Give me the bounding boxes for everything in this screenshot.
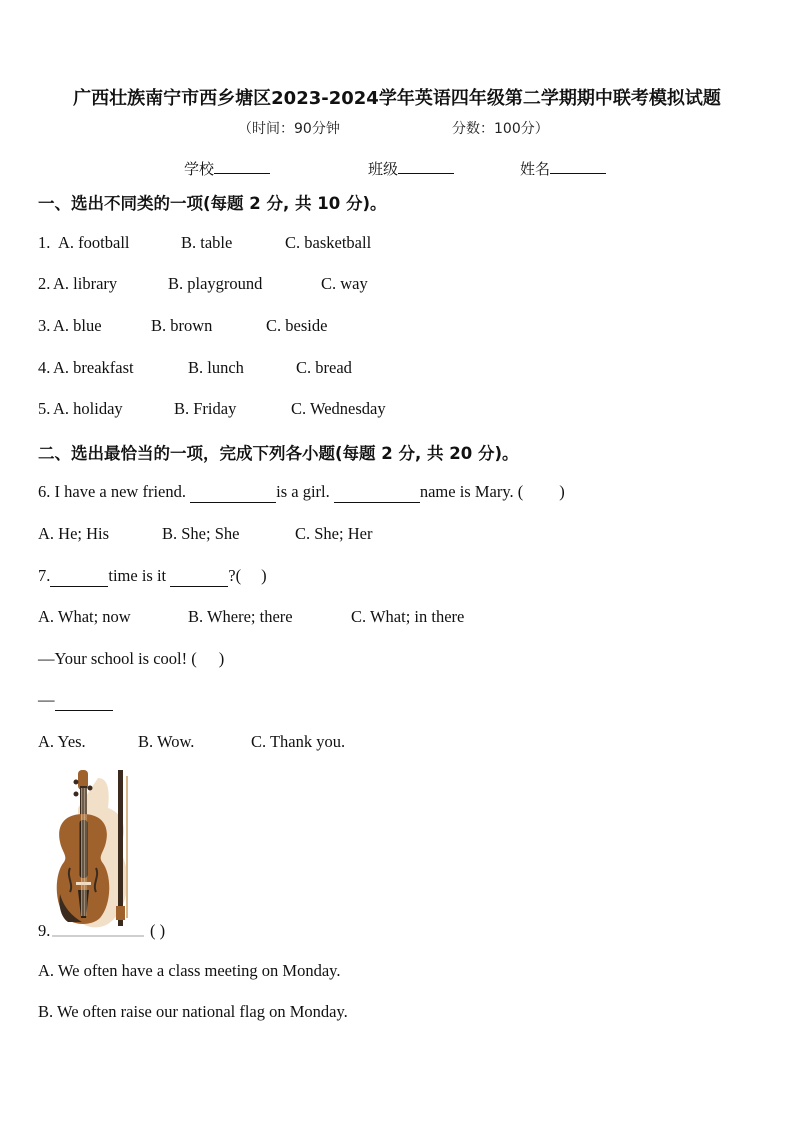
exam-title: 广西壮族南宁市西乡塘区2023-2024学年英语四年级第二学期期中联考模拟试题	[73, 88, 721, 109]
class-label: 班级	[368, 160, 399, 178]
question-text: . I have a new friend.	[46, 482, 186, 501]
option-c: C. bread	[296, 358, 352, 377]
question-number: 5.	[38, 399, 51, 418]
violin-peg	[74, 780, 79, 785]
option-c: C. basketball	[285, 233, 372, 252]
violin-fingerboard	[80, 820, 88, 878]
option-b: B. Where; there	[188, 607, 293, 626]
question-text: name is Mary. (	[419, 482, 524, 501]
class-blank[interactable]	[398, 159, 454, 174]
option-a: A. football	[58, 233, 130, 252]
violin-picture	[52, 768, 144, 938]
answer-blank[interactable]	[50, 566, 108, 587]
option-b: B. Friday	[174, 399, 237, 418]
question-9-option-a: A. We often have a class meeting on Monday.	[38, 961, 341, 980]
option-a: A. library	[53, 274, 118, 293]
name-blank[interactable]	[550, 159, 606, 174]
class-field	[368, 158, 454, 179]
question-7	[38, 566, 267, 587]
question-3	[38, 316, 328, 336]
violin-peg	[74, 792, 79, 797]
option-a: A. Yes.	[38, 732, 86, 751]
option-c: C. Wednesday	[291, 399, 386, 418]
school-blank[interactable]	[214, 159, 270, 174]
question-4	[38, 358, 352, 378]
name-label: 姓名	[520, 160, 551, 178]
school-field	[184, 158, 270, 179]
question-number: 2.	[38, 274, 51, 293]
answer-blank[interactable]	[334, 482, 420, 503]
question-number: 6	[38, 482, 47, 501]
question-text: )	[559, 482, 565, 501]
school-label: 学校	[184, 160, 215, 178]
option-b: B. brown	[151, 316, 213, 335]
option-a: A. breakfast	[53, 358, 134, 377]
question-text: )	[218, 649, 225, 668]
question-5	[38, 399, 386, 419]
question-number: 4.	[38, 358, 51, 377]
violin-bridge	[76, 882, 91, 885]
question-text: is a girl.	[276, 482, 330, 501]
question-number: 7.	[38, 566, 51, 585]
option-b: B. lunch	[188, 358, 244, 377]
question-8-reply	[38, 690, 113, 711]
question-text: time is it	[108, 566, 167, 585]
option-b: B. She; She	[162, 524, 240, 543]
option-c: C. beside	[266, 316, 328, 335]
question-text: ?(	[228, 566, 242, 585]
option-c: C. Thank you.	[251, 732, 346, 751]
option-a: A. holiday	[53, 399, 123, 418]
answer-blank[interactable]	[190, 482, 276, 503]
option-b: B. Wow.	[138, 732, 195, 751]
violin-bow-frog	[116, 906, 125, 920]
question-9-answer[interactable]: ( )	[150, 921, 166, 940]
option-c: C. She; Her	[295, 524, 373, 543]
question-text: —Your school is cool! (	[38, 649, 197, 668]
dash: —	[38, 690, 55, 709]
option-a: A. What; now	[38, 607, 131, 626]
question-number: 3.	[38, 316, 51, 335]
answer-blank[interactable]	[55, 690, 113, 711]
question-1	[38, 233, 372, 253]
option-b: B. table	[181, 233, 233, 252]
option-a: A. He; His	[38, 524, 110, 543]
question-number: 1.	[38, 233, 51, 252]
question-text: )	[261, 566, 267, 585]
option-b: B. playground	[168, 274, 263, 293]
option-c: C. way	[321, 274, 368, 293]
question-2	[38, 274, 368, 294]
question-9-option-b: B. We often raise our national flag on Monday.	[38, 1002, 348, 1021]
answer-blank[interactable]	[170, 566, 228, 587]
violin-bow-stick	[118, 770, 123, 926]
exam-score: 分数：100分）	[452, 121, 549, 137]
question-8	[38, 649, 224, 669]
name-field	[520, 158, 606, 179]
section-2-heading: 二、选出最恰当的一项，完成下列各小题(每题 2 分, 共 20 分)。	[38, 444, 519, 463]
violin-peg	[88, 786, 93, 791]
question-9-number: 9.	[38, 921, 51, 940]
question-6	[38, 482, 565, 503]
option-a: A. blue	[53, 316, 102, 335]
section-1-heading: 一、选出不同类的一项(每题 2 分, 共 10 分)。	[38, 194, 387, 213]
exam-time: （时间：90分钟	[238, 121, 340, 137]
option-c: C. What; in there	[351, 607, 465, 626]
